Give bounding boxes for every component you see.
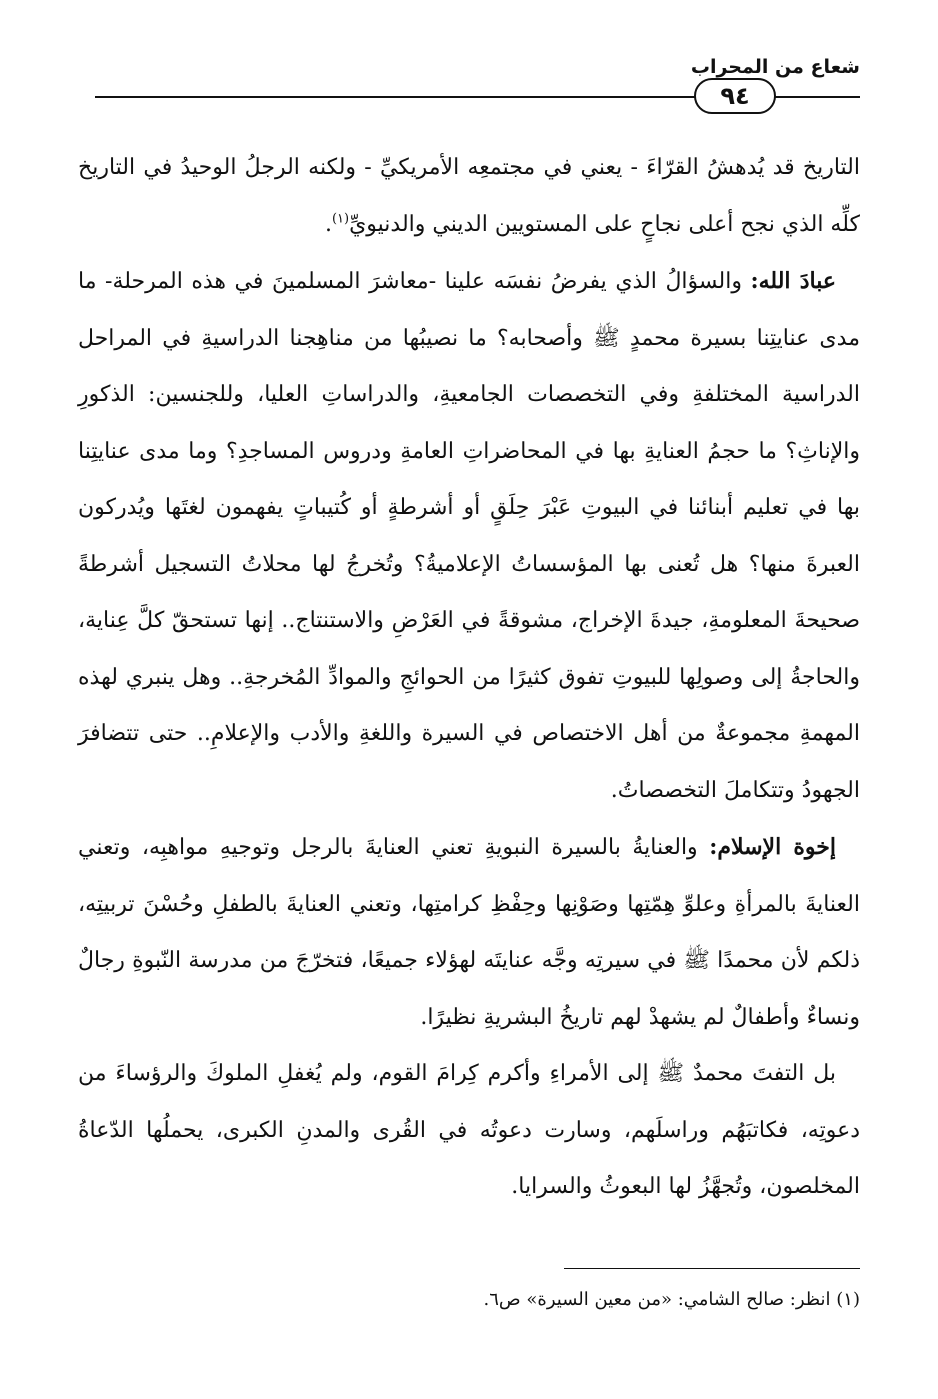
footnote: (١) انظر: صالح الشامي: «من معين السيرة» ص٦. [483, 1289, 860, 1310]
paragraph-2 [78, 253, 860, 819]
paragraph-2-lead: عبادَ الله: [750, 268, 836, 294]
paragraph-3-text: والعنايةُ بالسيرة النبويةِ تعني العنايةَ بالرجل وتوجيهِ مواهبِه، وتعني العنايةَ بالمرأةِ وعلوِّ هِمّتِها وصَوْنِها وحِفْظِ كرامتِها، وتعني العنايةَ بالطفلِ وحُسْنَ تربيتِه، ذلكم لأن محمدًا ﷺ في سيرتِه وجَّه عنايتَه لهؤلاء جميعًا، فتخرّجَ من مدرسة النّبوةِ رجالٌ ونساءٌ وأطفالٌ لم يشهدْ لهم تاريخُ البشريةِ نظيرًا. [78, 835, 860, 1030]
page-number: ٩٤ [694, 78, 776, 114]
paragraph-3-lead: إخوة الإسلام: [709, 834, 836, 860]
footnote-rule [564, 1268, 860, 1269]
paragraph-1-tail: . [324, 211, 332, 237]
paragraph-3 [78, 819, 860, 1046]
running-title: شعاع من المحراب [690, 56, 860, 78]
paragraph-4 [78, 1046, 860, 1216]
paragraph-1-text: التاريخ قد يُدهشُ القرّاءَ - يعني في مجتمعِه الأمريكيِّ - ولكنه الرجلُ الوحيدُ في التاريخ كلِّه الذي نجح أعلى نجاحٍ على المستويين الديني والدنيويِّ [78, 155, 860, 237]
footnote-reference: (١) [331, 211, 350, 227]
paragraph-1 [78, 140, 860, 253]
paragraph-2-text: والسؤالُ الذي يفرضُ نفسَه علينا -معاشرَ المسلمينَ في هذه المرحلة- ما مدى عنايتِنا بسيرة محمدٍ ﷺ وأصحابه؟ ما نصيبُها من مناهِجنا الدراسيةِ في المراحل الدراسية المختلفةِ وفي التخصصات الجامعيةِ، والدراساتِ العليا، وللجنسين: الذكورِ والإناثِ؟ ما حجمُ العنايةِ بها في المحاضراتِ العامةِ ودروس المساجدِ؟ وما مدى عنايتِنا بها في تعليم أبنائنا في البيوتِ عَبْرَ حِلَقٍ أو أشرطةٍ أو كُتيباتٍ يفهمون لغتَها ويُدركون العبرةَ منها؟ هل تُعنى بها المؤسساتُ الإعلاميةُ؟ وتُخرجُ لها محلاتُ التسجيل أشرطةً صحيحةَ المعلومةِ، جيدةَ الإخراج، مشوقةً في العَرْضِ والاستنتاج.. إنها تستحقّ كلَّ عِناية، والحاجةُ إلى وصولِها للبيوتِ تفوق كثيرًا من الحوائجِ والموادِّ المُخرجةِ.. وهل ينبري لهذه المهمةِ مجموعةٌ من أهل الاختصاص في السيرة واللغةِ والأدب والإعلامِ.. حتى تتضافرَ الجهودُ وتتكاملَ التخصصاتُ. [78, 269, 860, 803]
body-text [78, 140, 860, 1216]
paragraph-4-text: بل التفتَ محمدٌ ﷺ إلى الأمراءِ وأكرم كِرامَ القوم، ولم يُغفلِ الملوكَ والرؤساءَ من دعوتِه، فكاتبَهُم وراسلَهم، وسارت دعوتُه في القُرى والمدنِ الكبرى، يحملُها الدّعاةُ المخلصون، وتُجهَّزُ لها البعوثُ والسرايا. [78, 1061, 860, 1199]
